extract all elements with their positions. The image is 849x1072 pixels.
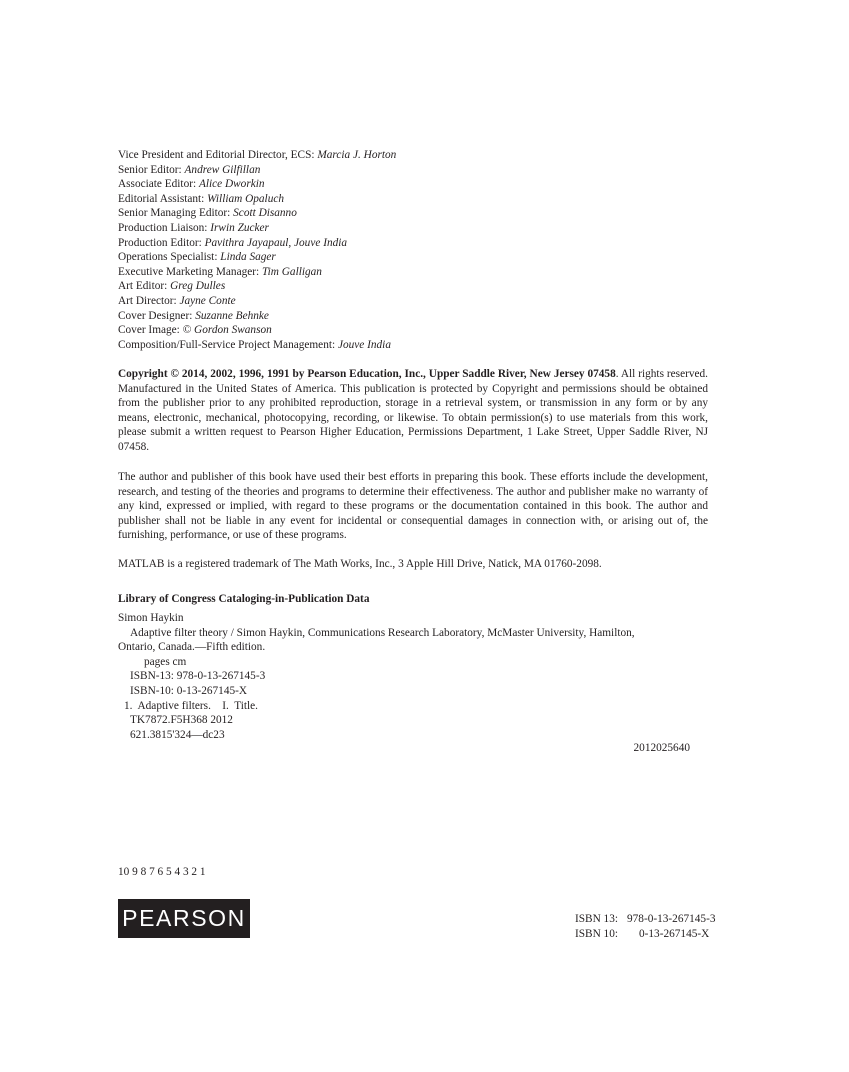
cip-title-line: Adaptive filter theory / Simon Haykin, Communications Research Laboratory, McMaster University, Hamilton, bbox=[130, 626, 635, 639]
credit-role: Composition/Full-Service Project Management: bbox=[118, 338, 338, 351]
printing-line: 10 9 8 7 6 5 4 3 2 1 bbox=[118, 866, 206, 878]
cip-pages: pages cm bbox=[144, 655, 187, 668]
credit-name: Linda Sager bbox=[220, 251, 276, 264]
credit-line bbox=[118, 221, 396, 236]
cip-author: Simon Haykin bbox=[118, 612, 184, 624]
credits-list bbox=[118, 148, 396, 352]
cip-subjects: 1. Adaptive filters. I. Title. bbox=[124, 699, 258, 712]
credit-role: Editorial Assistant: bbox=[118, 192, 208, 205]
credit-name: Andrew Gilfillan bbox=[184, 163, 261, 176]
credit-line bbox=[118, 163, 396, 178]
cip-isbn10: ISBN-10: 0-13-267145-X bbox=[130, 684, 248, 697]
credit-name: Marcia J. Horton bbox=[317, 149, 397, 161]
credit-line bbox=[118, 148, 396, 163]
credit-line bbox=[118, 294, 396, 309]
credit-role: Art Director: bbox=[118, 294, 180, 307]
credit-role: Production Editor: bbox=[118, 236, 205, 249]
credit-line bbox=[118, 323, 396, 338]
credit-line bbox=[118, 279, 396, 294]
credit-name: Jayne Conte bbox=[179, 294, 236, 307]
credit-role: Executive Marketing Manager: bbox=[118, 265, 262, 278]
credit-name: Alice Dworkin bbox=[198, 178, 265, 191]
credit-role: Production Liaison: bbox=[118, 221, 211, 234]
credit-line bbox=[118, 177, 396, 192]
isbn13-value: 978-0-13-267145-3 bbox=[627, 913, 716, 925]
credit-role: Operations Specialist: bbox=[118, 251, 221, 264]
credit-name: Suzanne Behnke bbox=[195, 309, 269, 322]
credit-role: Cover Designer: bbox=[118, 309, 196, 322]
credit-role: Cover Image: bbox=[118, 324, 183, 337]
credit-line bbox=[118, 206, 396, 221]
credit-role: Senior Managing Editor: bbox=[118, 207, 234, 220]
credit-name: William Opaluch bbox=[207, 192, 285, 205]
credit-name: Irwin Zucker bbox=[210, 221, 269, 234]
credit-role: Senior Editor: bbox=[118, 163, 185, 176]
credit-name: Pavithra Jayapaul, Jouve India bbox=[204, 236, 348, 249]
warranty-disclaimer: The author and publisher of this book have used their best efforts in preparing this book. These efforts include the development, research, and testing of the theories and programs to determine their effectiveness. The author and publisher make no warranty of any kind, expressed or implied, with regard to these programs or the documentation contained in this book. The author and publisher shall not be liable in any event for incidental or consequential damages in connection with, or arising out of, the furnishing, performance, or use of these programs. bbox=[118, 471, 708, 542]
cip-dewey-classification: 621.3815'324—dc23 bbox=[130, 728, 225, 741]
credit-name: Greg Dulles bbox=[170, 280, 226, 293]
cip-lc-classification: TK7872.F5H368 2012 bbox=[130, 714, 233, 727]
cip-lccn: 2012025640 bbox=[633, 742, 690, 754]
cip-title-line: Ontario, Canada.—Fifth edition. bbox=[118, 641, 266, 654]
cip-record bbox=[118, 611, 693, 742]
isbn10-row bbox=[575, 927, 715, 942]
credit-name: © Gordon Swanson bbox=[182, 324, 272, 337]
credit-name: Jouve India bbox=[337, 338, 391, 351]
cip-heading: Library of Congress Cataloging-in-Publication Data bbox=[118, 593, 370, 605]
credit-role: Vice President and Editorial Director, ECS: bbox=[118, 149, 318, 161]
credit-line bbox=[118, 309, 396, 324]
isbn13-row bbox=[575, 912, 715, 927]
isbn13-label: ISBN 13: bbox=[575, 913, 618, 925]
isbn10-value: 0-13-267145-X bbox=[639, 927, 710, 940]
copyright-rights-text: . All rights reserved. Manufactured in the United States of America. This publication is protected by Copyright and permissions should be obtained from the publisher prior to any prohibited reproduction, storage in a retrieval system, or transmission in any form or by any means, electronic, mechanical, photocopying, recording, or likewise. To obtain permission(s) to use materials from this work, please submit a written request to Pearson Higher Education, Permissions Department, 1 Lake Street, Upper Saddle River, NJ 07458. bbox=[118, 368, 708, 453]
credit-line bbox=[118, 338, 396, 353]
credit-role: Art Editor: bbox=[118, 280, 171, 293]
credit-role: Associate Editor: bbox=[118, 178, 199, 191]
pearson-logo: PEARSON bbox=[118, 899, 250, 938]
copyright-statement: Copyright © 2014, 2002, 1996, 1991 by Pearson Education, Inc., Upper Saddle River, New Jersey 07458 bbox=[118, 368, 616, 380]
copyright-notice bbox=[118, 367, 708, 455]
credit-name: Scott Disanno bbox=[233, 207, 297, 220]
credit-line bbox=[118, 236, 396, 251]
isbn10-label: ISBN 10: bbox=[575, 927, 618, 940]
credit-line bbox=[118, 265, 396, 280]
cip-isbn13: ISBN-13: 978-0-13-267145-3 bbox=[130, 670, 266, 683]
credit-line bbox=[118, 250, 396, 265]
credit-line bbox=[118, 192, 396, 207]
credit-name: Tim Galligan bbox=[261, 265, 322, 278]
trademark-notice: MATLAB is a registered trademark of The Math Works, Inc., 3 Apple Hill Drive, Natick, MA 01760-2098. bbox=[118, 558, 602, 570]
isbn-block bbox=[575, 912, 715, 941]
